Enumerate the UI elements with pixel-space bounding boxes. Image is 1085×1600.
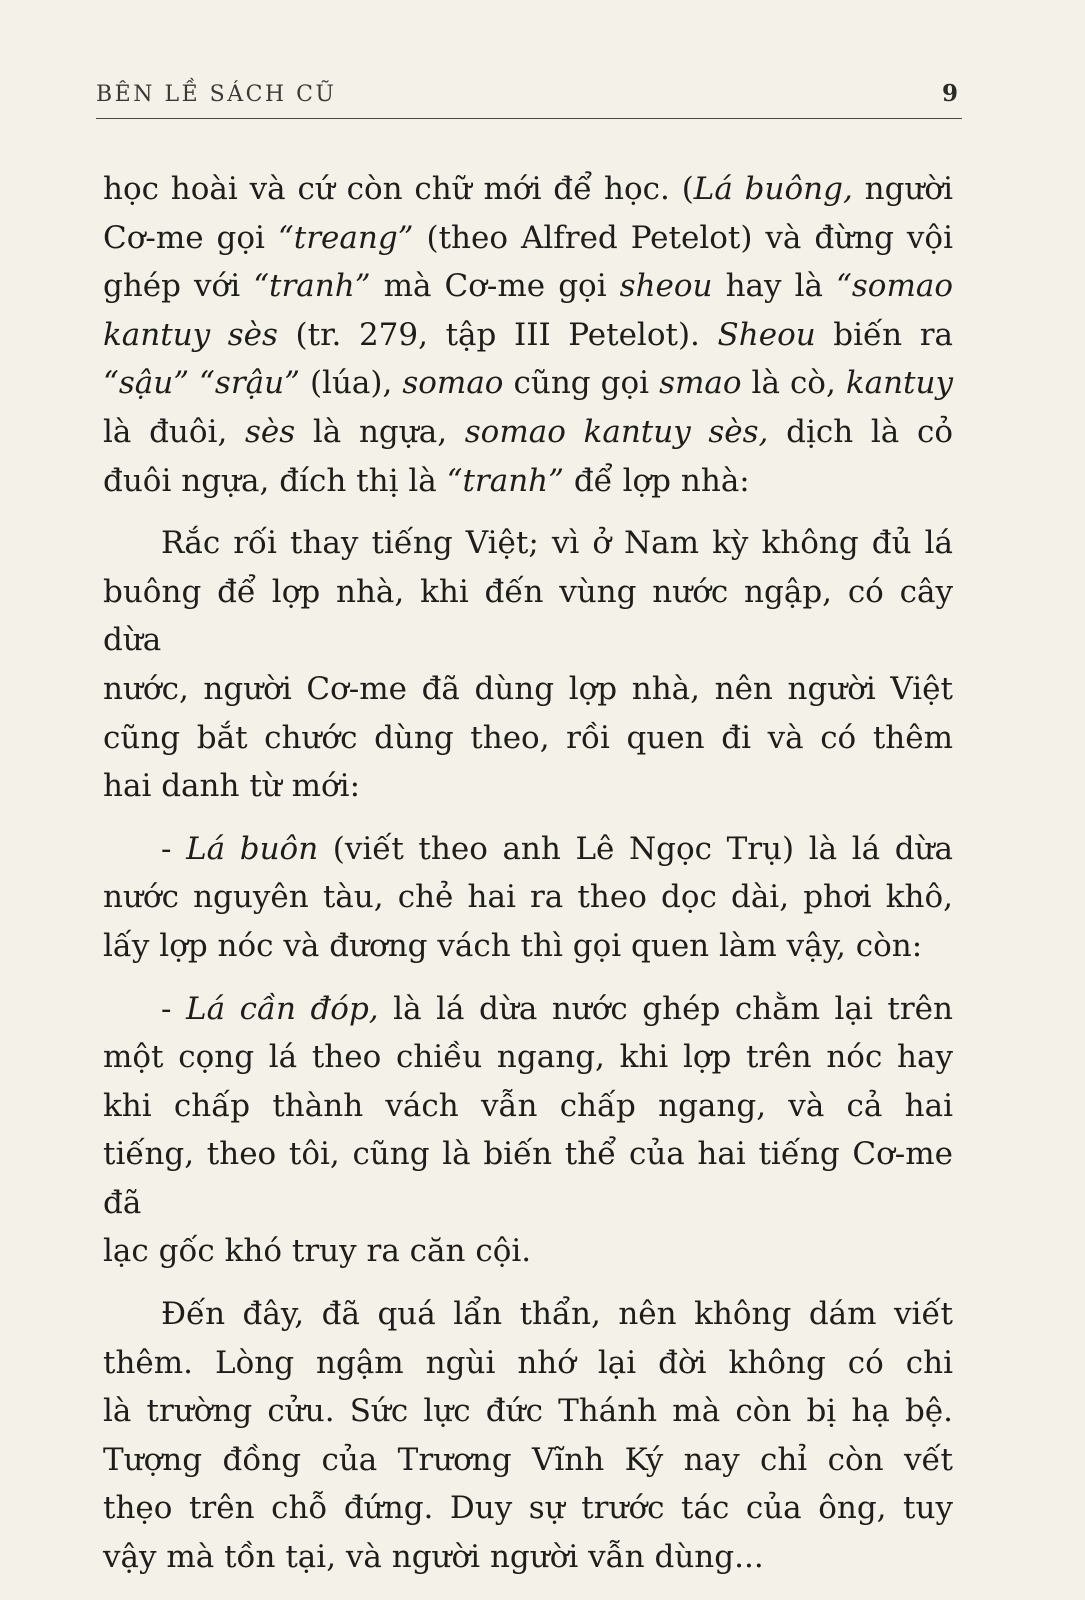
text-line: là đuôi, sès là ngựa, somao kantuy sès, dịch là cỏ	[103, 413, 953, 450]
paragraph-1	[103, 165, 953, 505]
text-line: học hoài và cứ còn chữ mới để học. (Lá buông, người	[103, 171, 953, 207]
italic-term: “somao	[836, 268, 953, 305]
italic-term: kantuy	[845, 365, 953, 402]
italic-term: Lá buôn	[186, 830, 319, 867]
italic-term: smao	[659, 365, 742, 402]
italic-term: Sheou	[717, 316, 816, 353]
italic-term: “tranh”	[253, 268, 371, 305]
running-header	[96, 78, 962, 119]
italic-term: sès	[245, 413, 296, 450]
text-line: Cơ-me gọi “treang” (theo Alfred Petelot) và đừng vội	[103, 219, 953, 256]
text-line: nước nguyên tàu, chẻ hai ra theo dọc dài, phơi khô,	[103, 879, 953, 916]
text-line: hai danh từ mới:	[103, 768, 361, 805]
text-line: Đến đây, đã quá lẩn thẩn, nên không dám viết	[161, 1296, 953, 1333]
italic-term: somao kantuy sès,	[464, 413, 769, 450]
italic-term: somao	[402, 365, 504, 402]
text-line: ghép với “tranh” mà Cơ-me gọi sheou hay là “somao	[103, 268, 953, 305]
paragraph-5	[103, 1290, 953, 1582]
text-line: khi chấp thành vách vẫn chấp ngang, và cả hai	[103, 1087, 953, 1124]
running-title: BÊN LỀ SÁCH CŨ	[96, 82, 337, 107]
italic-term: “tranh”	[446, 462, 564, 499]
paragraph-3	[103, 825, 953, 971]
text-line: “sậu” “srậu” (lúa), somao cũng gọi smao là cò, kantuy	[103, 365, 953, 402]
text-line: nước, người Cơ-me đã dùng lợp nhà, nên người Việt	[103, 670, 953, 707]
text-line: lạc gốc khó truy ra căn cội.	[103, 1233, 532, 1270]
paragraph-4	[103, 985, 953, 1277]
text-line: kantuy sès (tr. 279, tập III Petelot). Sheou biến ra	[103, 316, 954, 353]
text-line: tiếng, theo tôi, cũng là biến thể của hai tiếng Cơ-me đã	[103, 1136, 953, 1221]
text-line: thẹo trên chỗ đứng. Duy sự trước tác của ông, tuy	[103, 1490, 953, 1527]
page-number: 9	[941, 80, 958, 107]
text-line: cũng bắt chước dùng theo, rồi quen đi và có thêm	[103, 719, 953, 756]
text-line: - Lá buôn (viết theo anh Lê Ngọc Trụ) là lá dừa	[161, 830, 953, 867]
italic-term: kantuy sès	[103, 316, 278, 353]
text-line: vậy mà tồn tại, và người người vẫn dùng...	[103, 1539, 764, 1576]
italic-term: “sậu” “srậu”	[103, 365, 300, 402]
body-text	[103, 165, 953, 1582]
text-line: là trường cửu. Sức lực đức Thánh mà còn bị hạ bệ.	[103, 1393, 953, 1430]
text-line: thêm. Lòng ngậm ngùi nhớ lại đời không có chi	[103, 1344, 953, 1381]
italic-term: Lá buông,	[693, 171, 853, 207]
text-line: đuôi ngựa, đích thị là “tranh” để lợp nhà:	[103, 462, 750, 499]
italic-term: Lá cần đóp,	[186, 990, 379, 1027]
text-line: Tượng đồng của Trương Vĩnh Ký nay chỉ còn vết	[103, 1441, 953, 1478]
text-line: - Lá cần đóp, là lá dừa nước ghép chằm lại trên	[161, 990, 953, 1027]
italic-term: “treang”	[277, 219, 414, 256]
text-line: một cọng lá theo chiều ngang, khi lợp trên nóc hay	[103, 1039, 953, 1076]
text-line: lấy lợp nóc và đương vách thì gọi quen làm vậy, còn:	[103, 927, 923, 964]
paragraph-2	[103, 519, 953, 811]
text-line: buông để lợp nhà, khi đến vùng nước ngập, có cây dừa	[103, 573, 953, 659]
text-line: Rắc rối thay tiếng Việt; vì ở Nam kỳ không đủ lá	[161, 525, 953, 562]
italic-term: sheou	[619, 268, 713, 305]
